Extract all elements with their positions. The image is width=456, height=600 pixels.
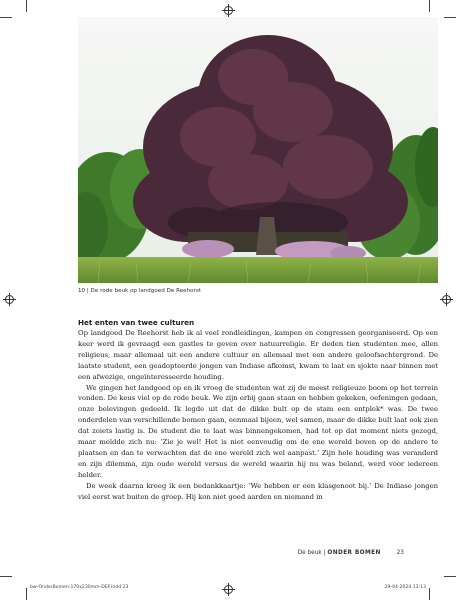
beech-tree-photo <box>78 17 438 283</box>
crop-mark <box>0 576 12 577</box>
paragraph: Op landgoed De Reehorst heb ik al veel rondleidingen, kampen en congressen georganiseerd. Op een keer werd ik gevraagd een gastles te geven over natuurreligie. Er deden tien studenten mee, allen religieus, maar allemaal uit een andere cultuur en allemaal met een andere geloofsachtergrond. De laatste student, een geadopteerde jongen van Indiase afkomst, kwam te laat en sjokte naar binnen met een afwezige, ongeïnteresseerde houding. <box>78 329 438 381</box>
page-number: 23 <box>396 550 404 556</box>
crop-mark <box>444 17 456 18</box>
crop-mark <box>26 588 27 600</box>
crop-mark <box>429 0 430 12</box>
print-slug-file: bw-OnderBomen-170x230mm-DEF.indd 23 <box>30 585 129 590</box>
paragraph: De week daarna kreeg ik een bedankkaartje: ‘We hebben er een klasgenoot bij.’ De Indiase jongen viel eerst wat buiten de groep. Hij kon niet goed aarden en niemand in <box>78 481 438 501</box>
crop-mark <box>0 17 12 18</box>
crop-mark <box>429 588 430 600</box>
registration-mark-icon <box>224 585 233 594</box>
running-chapter: De beuk | <box>297 550 326 556</box>
print-slug-timestamp: 29-04-2024 13:13 <box>384 585 426 590</box>
registration-mark-icon <box>442 295 451 304</box>
registration-mark-icon <box>224 6 233 15</box>
article-body <box>78 318 438 503</box>
crop-mark <box>26 0 27 12</box>
running-section: ONDER BOMEN <box>327 550 381 556</box>
crop-mark <box>444 576 456 577</box>
paragraph: We gingen het landgoed op en ik vroeg de studenten wat zij de meest religieuze boom op het terrein vonden. De keus viel op de rode beuk. We zijn erbij gaan staan en hebben gekeken, oefeningen gedaan, onze belevingen gedeeld. Ik legde uit dat de dikke bult op de stam een entplek* was. De twee onderdelen van verschillende bomen gaan, eenmaal bijeen, wel samen, maar de dikke bult laat ook zien dat zoiets lastig is. De student die te laat was binnengekomen, had tot op dat moment niets gezegd, maar meldde zich nu: ‘Zie je wel! Het is niet eenvoudig om de ene wereld boven op de andere te plaatsen en dan te verwachten dat de ene wereld zich wel aanpast.’ Zijn hele houding was veranderd en zijn dilemma, zijn oude wereld versus de wereld waarin hij nu was beland, werd voor iedereen helder. <box>78 383 438 479</box>
page-footer <box>298 550 404 556</box>
registration-mark-icon <box>5 295 14 304</box>
figure-caption: 10 | De rode beuk op landgoed De Reehorst <box>78 288 202 294</box>
section-heading: Het enten van twee culturen <box>78 318 195 327</box>
